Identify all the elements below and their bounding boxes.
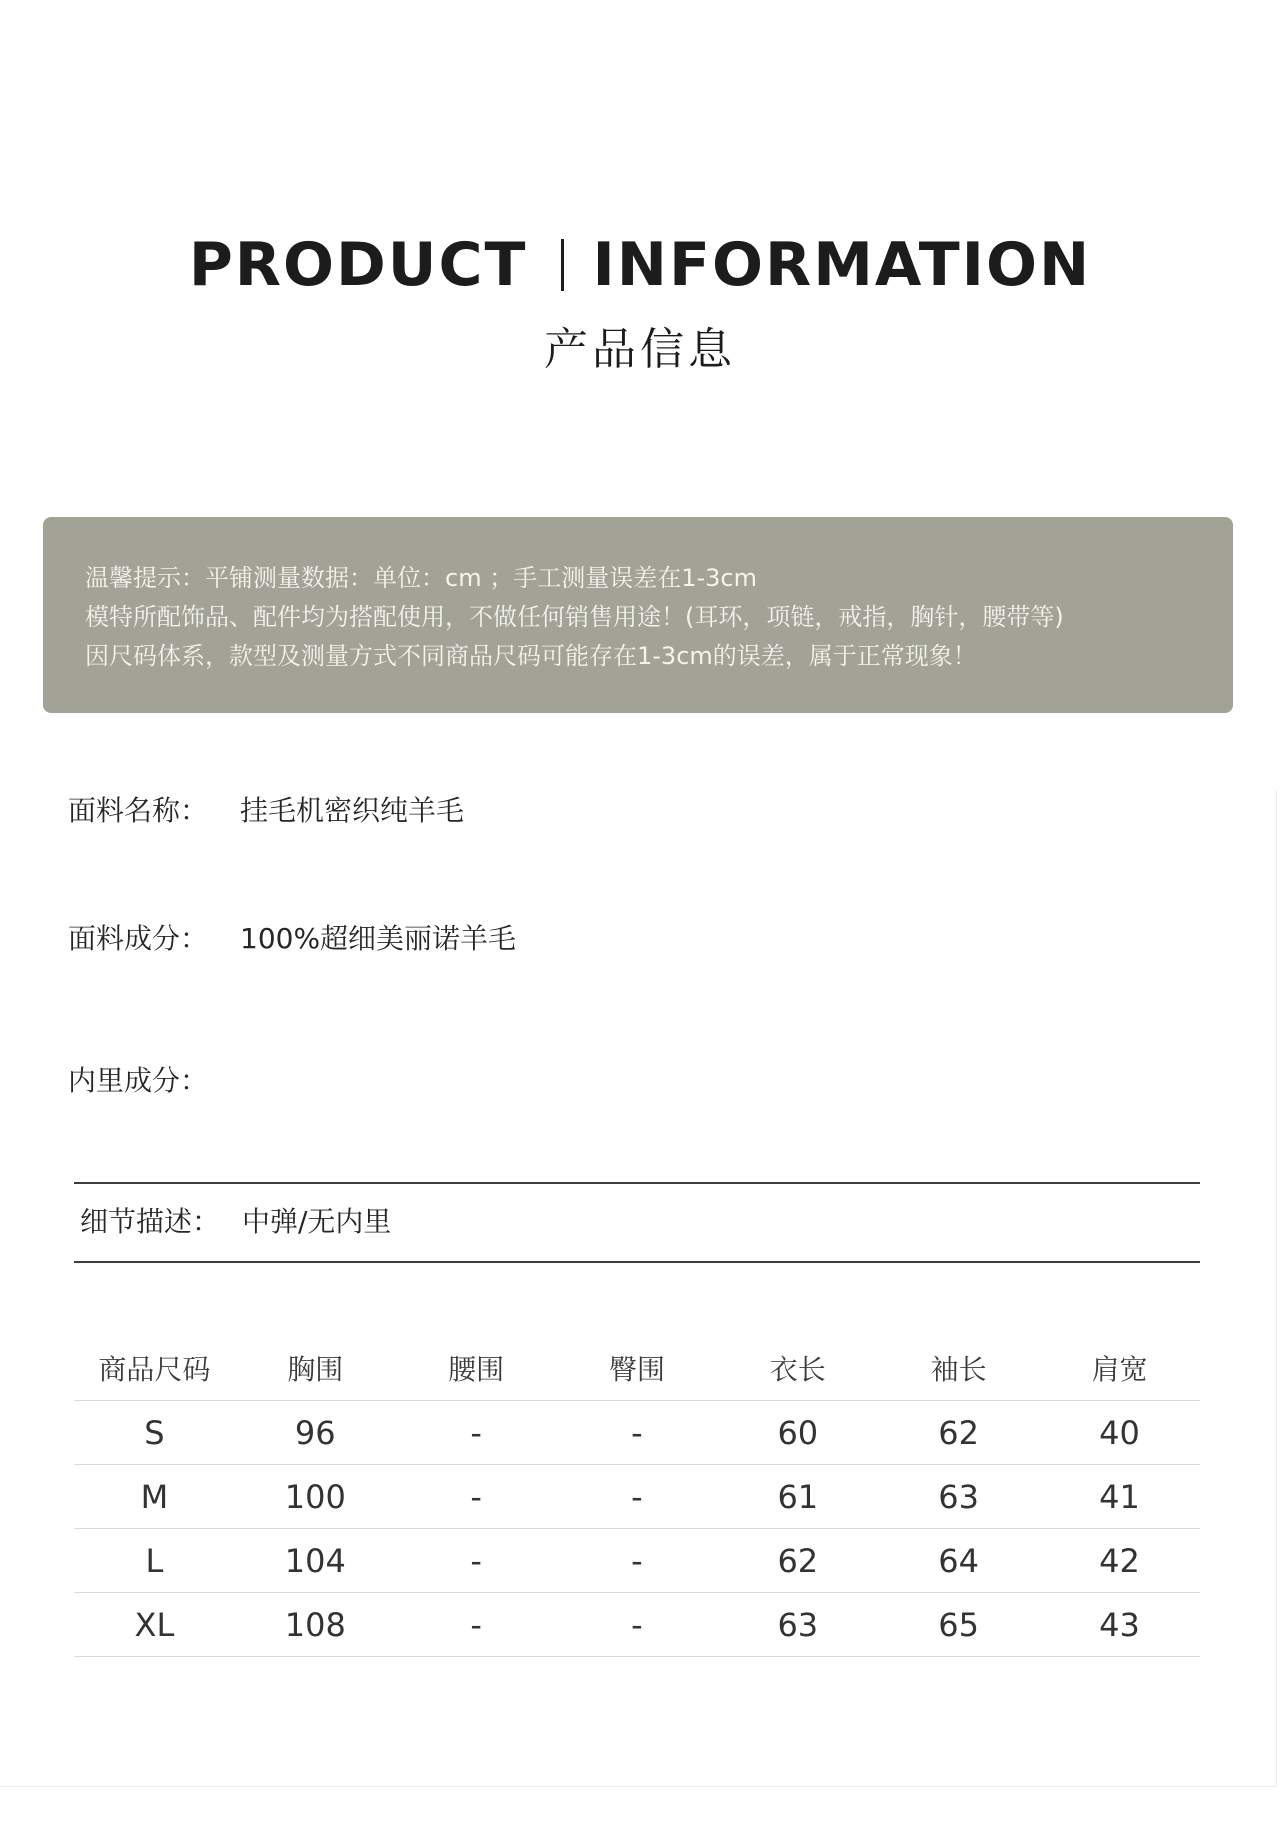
cell-chest: 108 — [235, 1593, 396, 1657]
cell-hip: - — [557, 1593, 718, 1657]
table-row — [74, 1465, 1200, 1529]
size-table — [74, 1336, 1200, 1657]
title-word-information: INFORMATION — [592, 230, 1092, 300]
title-word-product: PRODUCT — [188, 230, 528, 300]
lining-row — [68, 1063, 208, 1099]
page-edge-right — [1276, 790, 1277, 1786]
cell-hip: - — [557, 1401, 718, 1465]
cell-length: 60 — [717, 1401, 878, 1465]
detail-row — [80, 1204, 392, 1240]
fabric-name-label: 面料名称： — [68, 794, 209, 827]
notice-line: 模特所配饰品、配件均为搭配使用，不做任何销售用途！(耳环，项链，戒指，胸针，腰带等) — [85, 603, 1064, 631]
cell-sleeve: 64 — [878, 1529, 1039, 1593]
page-title-cn: 产品信息 — [544, 324, 736, 375]
header-chest: 胸围 — [235, 1336, 396, 1401]
cell-chest: 96 — [235, 1401, 396, 1465]
fabric-composition-label: 面料成分： — [68, 922, 209, 955]
fabric-name-row — [68, 793, 465, 829]
cell-shoulder: 40 — [1039, 1401, 1200, 1465]
page-title-en — [0, 230, 1280, 300]
lining-label: 内里成分： — [68, 1064, 209, 1097]
cell-shoulder: 41 — [1039, 1465, 1200, 1529]
table-row — [74, 1529, 1200, 1593]
cell-hip: - — [557, 1529, 718, 1593]
cell-sleeve: 62 — [878, 1401, 1039, 1465]
table-row — [74, 1593, 1200, 1657]
cell-hip: - — [557, 1465, 718, 1529]
size-table-header — [74, 1336, 1200, 1401]
divider-bottom — [74, 1261, 1200, 1263]
cell-size: L — [74, 1529, 235, 1593]
title-divider — [561, 239, 564, 291]
cell-chest: 104 — [235, 1529, 396, 1593]
cell-sleeve: 63 — [878, 1465, 1039, 1529]
header-size: 商品尺码 — [74, 1336, 235, 1401]
table-row — [74, 1401, 1200, 1465]
fabric-composition-value: 100%超细美丽诺羊毛 — [240, 922, 517, 955]
detail-label: 细节描述： — [80, 1205, 221, 1238]
cell-shoulder: 42 — [1039, 1529, 1200, 1593]
page-edge-bottom — [0, 1786, 1277, 1787]
header-waist: 腰围 — [396, 1336, 557, 1401]
cell-shoulder: 43 — [1039, 1593, 1200, 1657]
cell-length: 63 — [717, 1593, 878, 1657]
cell-waist: - — [396, 1593, 557, 1657]
divider-top — [74, 1182, 1200, 1184]
header-hip: 臀围 — [557, 1336, 718, 1401]
notice-line: 因尺码体系，款型及测量方式不同商品尺码可能存在1-3cm的误差，属于正常现象！ — [85, 642, 977, 670]
cell-length: 62 — [717, 1529, 878, 1593]
cell-size: S — [74, 1401, 235, 1465]
fabric-name-value: 挂毛机密织纯羊毛 — [240, 794, 465, 827]
detail-value: 中弹/无内里 — [242, 1205, 392, 1238]
cell-size: M — [74, 1465, 235, 1529]
header-shoulder: 肩宽 — [1039, 1336, 1200, 1401]
cell-chest: 100 — [235, 1465, 396, 1529]
cell-waist: - — [396, 1465, 557, 1529]
notice-line: 温馨提示：平铺测量数据：单位：cm ；手工测量误差在1-3cm — [85, 564, 757, 592]
cell-sleeve: 65 — [878, 1593, 1039, 1657]
cell-waist: - — [396, 1401, 557, 1465]
notice-box — [43, 517, 1233, 713]
cell-size: XL — [74, 1593, 235, 1657]
cell-waist: - — [396, 1529, 557, 1593]
fabric-composition-row — [68, 921, 517, 957]
header-length: 衣长 — [717, 1336, 878, 1401]
cell-length: 61 — [717, 1465, 878, 1529]
header-sleeve: 袖长 — [878, 1336, 1039, 1401]
